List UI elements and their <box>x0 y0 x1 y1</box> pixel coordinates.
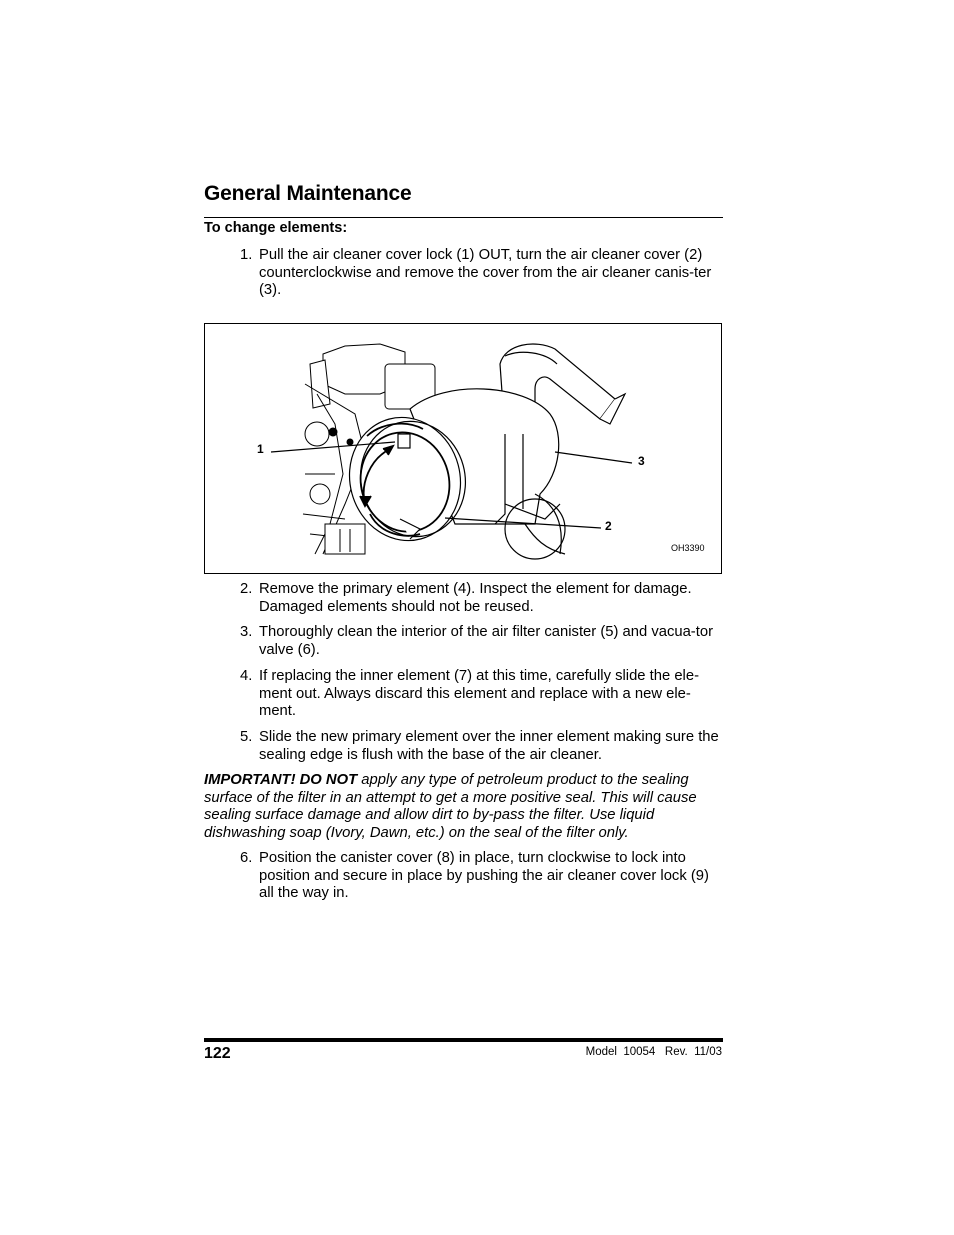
callout-3: 3 <box>638 454 645 468</box>
footer-divider <box>204 1038 723 1042</box>
callout-2: 2 <box>605 519 612 533</box>
figure-code: OH3390 <box>671 543 705 553</box>
step-text: If replacing the inner element (7) at this time, carefully slide the ele-ment out. Always discard this element and replace with a new ele-ment. <box>259 668 700 719</box>
step-2 <box>240 581 724 616</box>
step-number: 2. <box>240 581 253 597</box>
step-number: 4. <box>240 668 253 684</box>
step-number: 6. <box>240 850 253 866</box>
title-divider <box>204 217 723 218</box>
step-text: Remove the primary element (4). Inspect the element for damage. Damaged elements should not be reused. <box>259 581 692 615</box>
important-text: apply any type of petroleum product to the sealing surface of the filter in an attempt to get a more positive seal. This will cause sealing surface damage and allow dirt to by-pass the filter. Use liquid dishwashing soap (Ivory, Dawn, etc.) on the seal of the filter only. <box>204 772 697 841</box>
section-subheading: To change elements: <box>204 220 348 236</box>
step-number: 3. <box>240 624 253 640</box>
step-text: Thoroughly clean the interior of the air filter canister (5) and vacua-tor valve (6). <box>259 624 713 658</box>
step-text: Slide the new primary element over the inner element making sure the sealing edge is flush with the base of the air cleaner. <box>259 729 719 763</box>
step-1 <box>240 247 724 300</box>
page-title: General Maintenance <box>204 182 412 205</box>
important-note <box>204 772 724 842</box>
air-cleaner-illustration <box>205 324 721 573</box>
model-revision: Model 10054 Rev. 11/03 <box>585 1046 722 1058</box>
step-4 <box>240 668 724 721</box>
step-number: 5. <box>240 729 253 745</box>
step-3 <box>240 624 724 659</box>
step-5 <box>240 729 724 764</box>
important-lead: IMPORTANT! DO NOT <box>204 772 358 788</box>
step-text: Position the canister cover (8) in place, turn clockwise to lock into position and secure in place by pushing the air cleaner cover lock (9) all the way in. <box>259 850 709 901</box>
air-cleaner-figure <box>204 323 722 574</box>
step-6 <box>240 850 724 903</box>
page-number: 122 <box>204 1045 231 1062</box>
callout-1: 1 <box>257 442 264 456</box>
step-number: 1. <box>240 247 253 263</box>
step-text: Pull the air cleaner cover lock (1) OUT, turn the air cleaner cover (2) counterclockwise and remove the cover from the air cleaner canis-ter (3). <box>259 247 712 298</box>
